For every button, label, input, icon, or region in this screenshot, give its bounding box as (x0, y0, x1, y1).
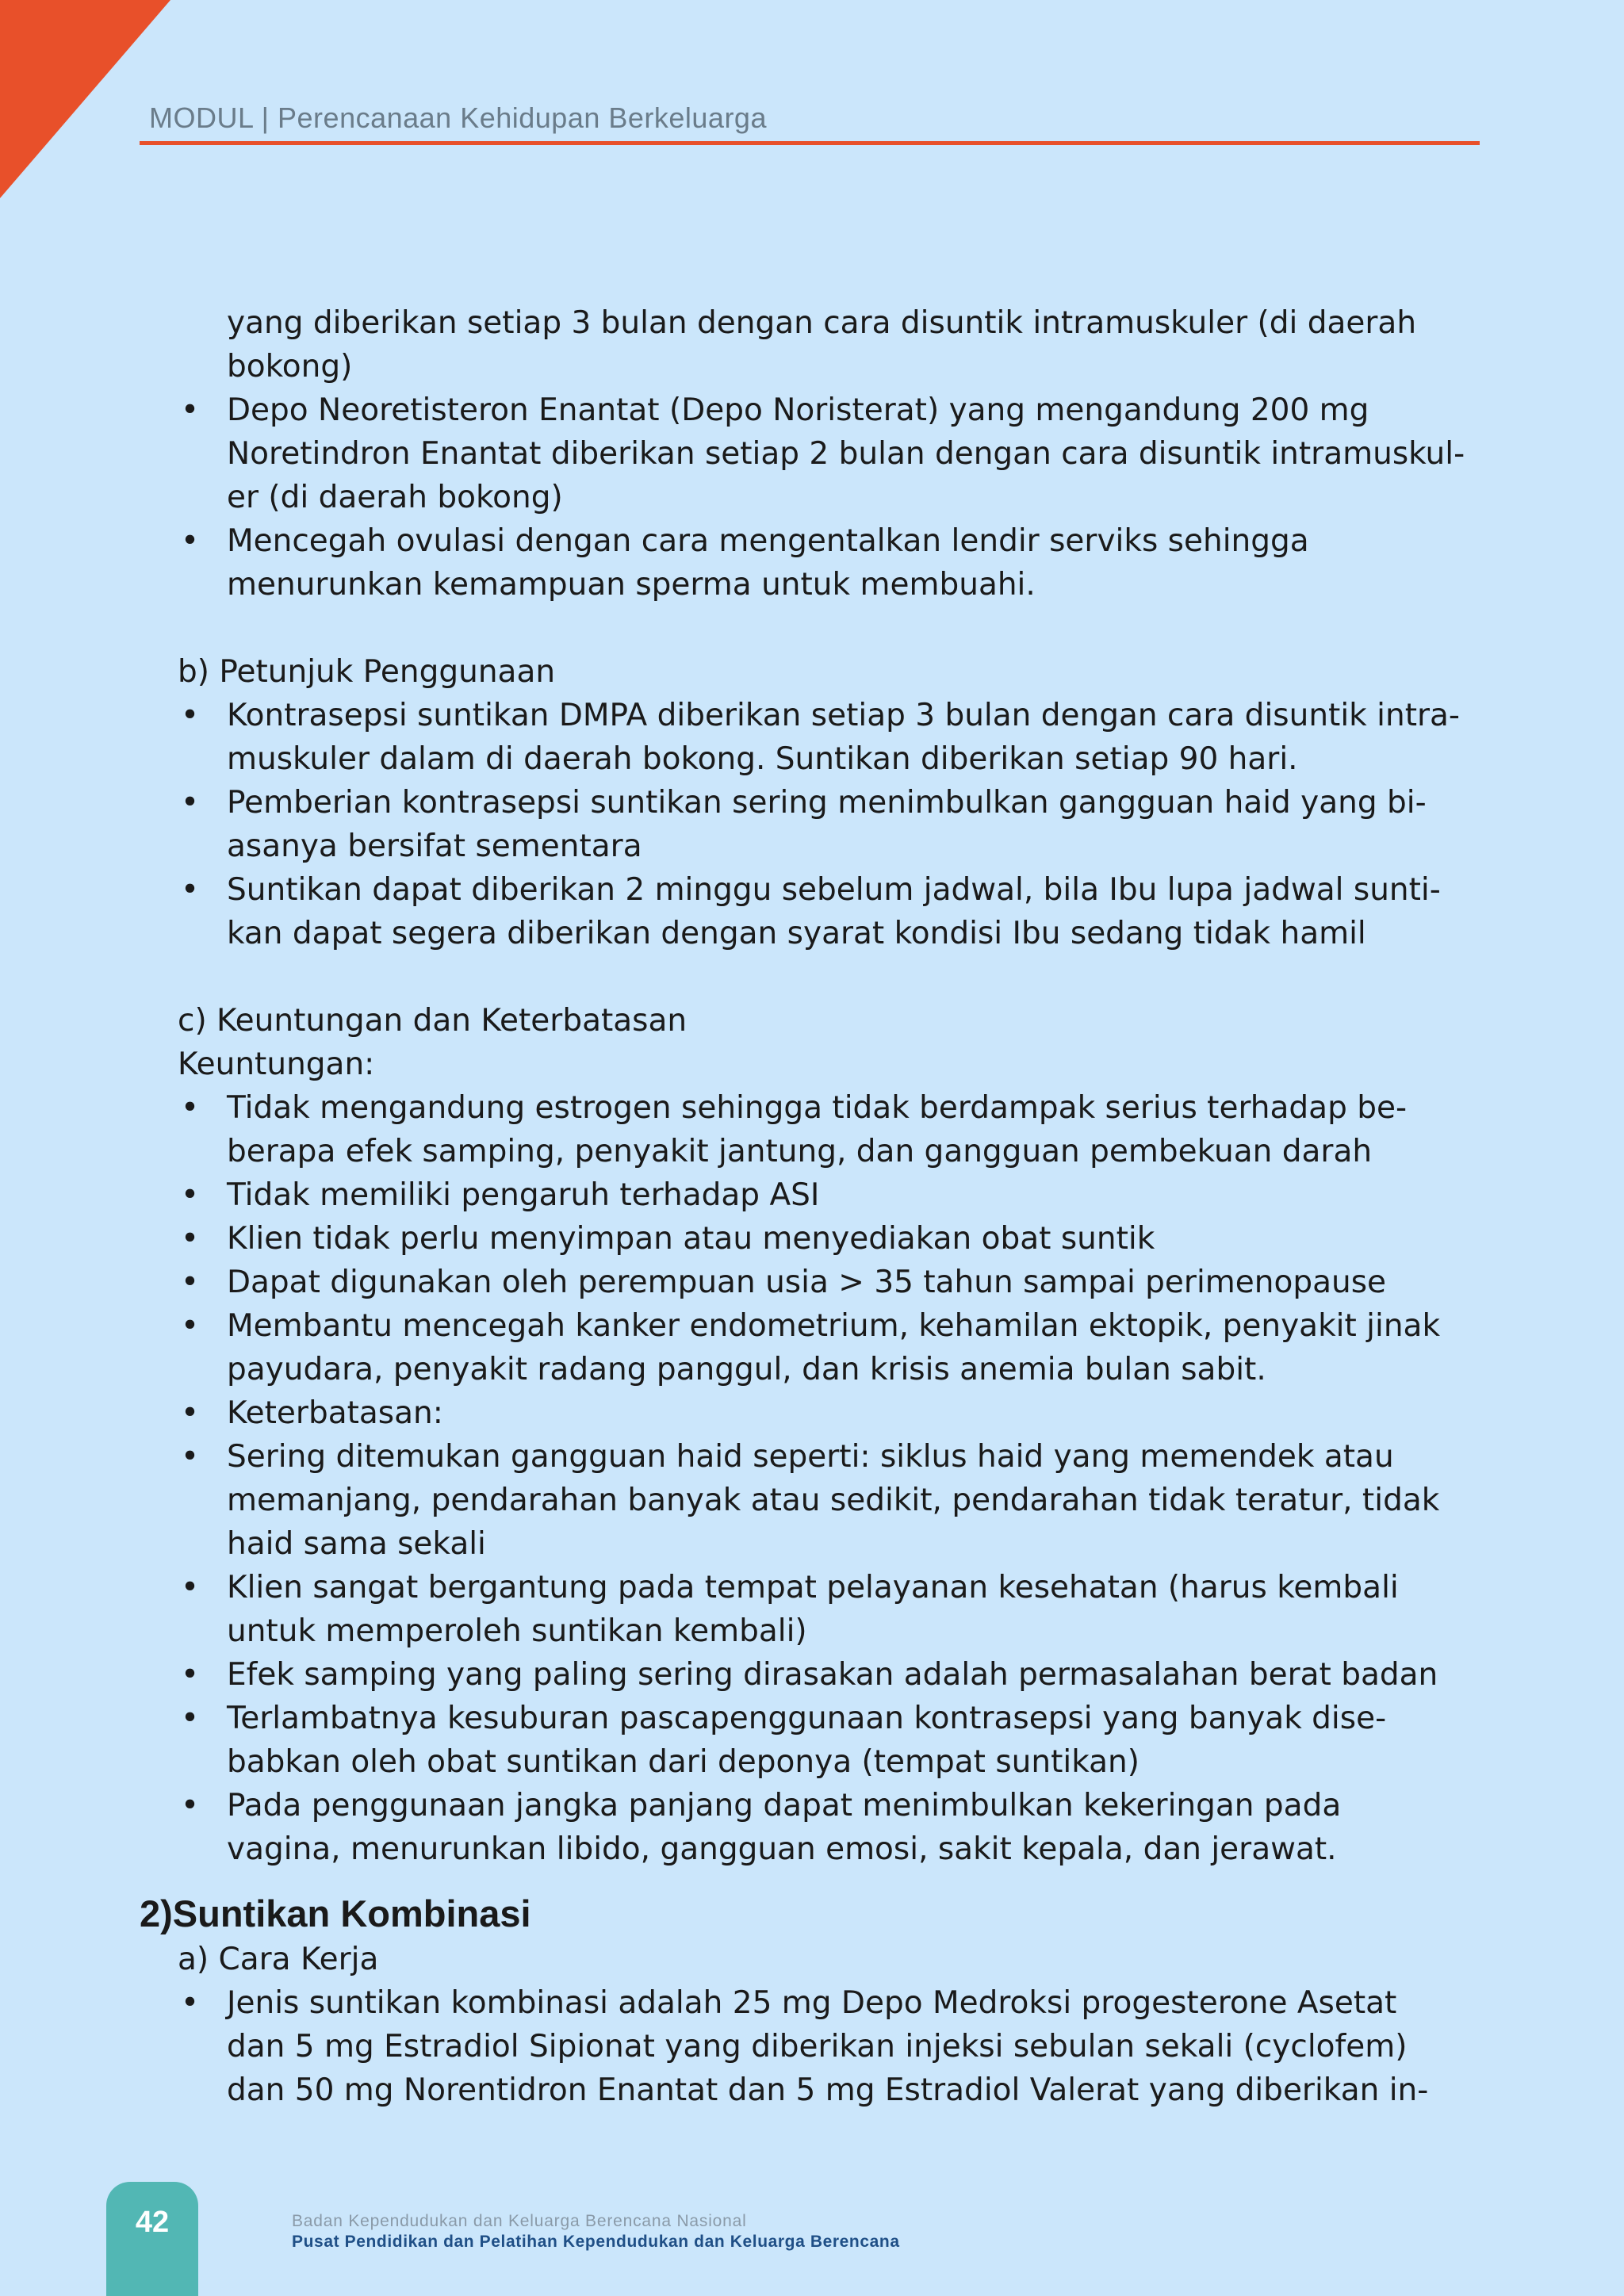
list-item-continuation (140, 1740, 1469, 1784)
list-item-continuation (140, 1479, 1469, 1522)
bullet-icon: • (181, 1570, 200, 1605)
list-item-text: Tidak memiliki pengaruh terhadap ASI (227, 1177, 820, 1213)
bullet-icon: • (181, 523, 200, 559)
list-item-continuation (140, 1130, 1469, 1173)
bullet-icon: • (181, 698, 200, 733)
keuntungan-label: Keuntungan: (178, 1047, 375, 1082)
list-item (140, 519, 1469, 563)
list-item-continuation (140, 2025, 1469, 2068)
list-item-continuation (140, 563, 1469, 607)
list-item-text: babkan oleh obat suntikan dari deponya (tempat suntikan) (227, 1744, 1139, 1780)
bullet-icon: • (181, 1439, 200, 1475)
text-line: yang diberikan setiap 3 bulan dengan cara disuntik intramuskuler (di daerah (227, 305, 1417, 341)
list-item-continuation (140, 1609, 1469, 1653)
list-item (140, 1261, 1469, 1304)
list-item-continuation (140, 912, 1469, 955)
heading-suntikan-kombinasi: 2)Suntikan Kombinasi (140, 1892, 531, 1934)
list-item (140, 781, 1469, 825)
bullet-icon: • (181, 1985, 200, 2021)
list-c (140, 1086, 1469, 1871)
bullet-icon: • (181, 1308, 200, 1344)
list-item (140, 1435, 1469, 1479)
list-item (140, 1566, 1469, 1609)
list-item-continuation (140, 476, 1469, 519)
list-item (140, 1304, 1469, 1348)
list-item (140, 1784, 1469, 1827)
list-item-text: Efek samping yang paling sering dirasakan adalah permasalahan berat badan (227, 1657, 1438, 1693)
list-item-text: Terlambatnya kesuburan pascapenggunaan kontrasepsi yang banyak dise- (227, 1701, 1387, 1736)
list-item (140, 1217, 1469, 1261)
list-item-text: vagina, menurunkan libido, gangguan emosi, sakit kepala, dan jerawat. (227, 1831, 1337, 1867)
list-item (140, 1391, 1469, 1435)
list-item-text: Depo Neoretisteron Enantat (Depo Noristerat) yang mengandung 200 mg (227, 392, 1369, 428)
list-item-text: Sering ditemukan gangguan haid seperti: siklus haid yang memendek atau (227, 1439, 1394, 1475)
page-body (140, 301, 1469, 2112)
list-item (140, 1697, 1469, 1740)
list-item-text: haid sama sekali (227, 1526, 486, 1562)
list-item (140, 1653, 1469, 1697)
section-c-title: c) Keuntungan dan Keterbatasan (178, 1003, 688, 1039)
list-a (140, 1981, 1469, 2112)
bullet-icon: • (181, 872, 200, 908)
list-item-continuation (140, 737, 1469, 781)
bullet-icon: • (181, 1395, 200, 1431)
list-item-text: er (di daerah bokong) (227, 480, 563, 515)
list-item-continuation (140, 1348, 1469, 1391)
list-item-text: untuk memperoleh suntikan kembali) (227, 1613, 807, 1649)
list-item-text: menurunkan kemampuan sperma untuk membuahi. (227, 567, 1036, 603)
spacer (140, 955, 1469, 999)
list-item-text: dan 50 mg Norentidron Enantat dan 5 mg Estradiol Valerat yang diberikan in- (227, 2072, 1429, 2108)
list-item-text: payudara, penyakit radang panggul, dan krisis anemia bulan sabit. (227, 1352, 1266, 1387)
list-item-text: Membantu mencegah kanker endometrium, kehamilan ektopik, penyakit jinak (227, 1308, 1441, 1344)
bullet-icon: • (181, 1177, 200, 1213)
page-number-tab (106, 2182, 198, 2296)
list-b (140, 694, 1469, 955)
header-divider (140, 141, 1480, 145)
list-item-text: Suntikan dapat diberikan 2 minggu sebelum jadwal, bila Ibu lupa jadwal sunti- (227, 872, 1441, 908)
footer-org-name: Badan Kependudukan dan Keluarga Berencana Nasional (292, 2212, 747, 2230)
list-item-text: asanya bersifat sementara (227, 828, 642, 864)
list-item-continuation (140, 825, 1469, 868)
bullet-icon: • (181, 1221, 200, 1257)
page-number: 42 (135, 2206, 170, 2239)
list-item-text: memanjang, pendarahan banyak atau sedikit, pendarahan tidak teratur, tidak (227, 1483, 1440, 1518)
list-item (140, 1173, 1469, 1217)
bullet-icon: • (181, 392, 200, 428)
list-item (140, 388, 1469, 432)
list-item (140, 694, 1469, 737)
bullet-icon: • (181, 1788, 200, 1823)
list-item (140, 1086, 1469, 1130)
list-item-text: Noretindron Enantat diberikan setiap 2 bulan dengan cara disuntik intramuskul- (227, 436, 1465, 472)
list-item-text: Klien tidak perlu menyimpan atau menyediakan obat suntik (227, 1221, 1155, 1257)
list-item-text: Pada penggunaan jangka panjang dapat menimbulkan kekeringan pada (227, 1788, 1342, 1823)
list-item (140, 1981, 1469, 2025)
list-item-text: Pemberian kontrasepsi suntikan sering menimbulkan gangguan haid yang bi- (227, 785, 1427, 821)
bullet-icon: • (181, 1701, 200, 1736)
bullet-icon: • (181, 785, 200, 821)
module-header-title: MODUL | Perencanaan Kehidupan Berkeluarga (149, 101, 767, 134)
list-item (140, 868, 1469, 912)
list-item-text: Jenis suntikan kombinasi adalah 25 mg Depo Medroksi progesterone Asetat (227, 1985, 1397, 2021)
list-item-text: Keterbatasan: (227, 1395, 443, 1431)
bullet-icon: • (181, 1090, 200, 1126)
section-b-title: b) Petunjuk Penggunaan (178, 654, 556, 690)
list-item-text: Dapat digunakan oleh perempuan usia > 35 tahun sampai perimenopause (227, 1265, 1387, 1300)
list-item-text: dan 5 mg Estradiol Sipionat yang diberikan injeksi sebulan sekali (cyclofem) (227, 2029, 1408, 2064)
list-item-continuation (140, 432, 1469, 476)
bullet-icon: • (181, 1657, 200, 1693)
corner-accent (0, 0, 170, 198)
list-item-text: Klien sangat bergantung pada tempat pelayanan kesehatan (harus kembali (227, 1570, 1399, 1605)
list-item-text: muskuler dalam di daerah bokong. Suntikan diberikan setiap 90 hari. (227, 741, 1298, 777)
spacer (140, 607, 1469, 650)
list-item-text: berapa efek samping, penyakit jantung, dan gangguan pembekuan darah (227, 1134, 1373, 1169)
bullet-icon: • (181, 1265, 200, 1300)
list-item-continuation (140, 1827, 1469, 1871)
footer-sub-org: Pusat Pendidikan dan Pelatihan Kependudukan dan Keluarga Berencana (292, 2233, 900, 2251)
list-item-text: kan dapat segera diberikan dengan syarat kondisi Ibu sedang tidak hamil (227, 916, 1366, 951)
list-item-continuation (140, 1522, 1469, 1566)
text-line: bokong) (227, 349, 353, 385)
list-item-text: Mencegah ovulasi dengan cara mengentalkan lendir serviks sehingga (227, 523, 1309, 559)
list-item-text: Kontrasepsi suntikan DMPA diberikan setiap 3 bulan dengan cara disuntik intra- (227, 698, 1460, 733)
list-item-text: Tidak mengandung estrogen sehingga tidak berdampak serius terhadap be- (227, 1090, 1408, 1126)
list-1 (140, 388, 1469, 607)
list-item-continuation (140, 2068, 1469, 2112)
section-a-title: a) Cara Kerja (178, 1942, 379, 1977)
